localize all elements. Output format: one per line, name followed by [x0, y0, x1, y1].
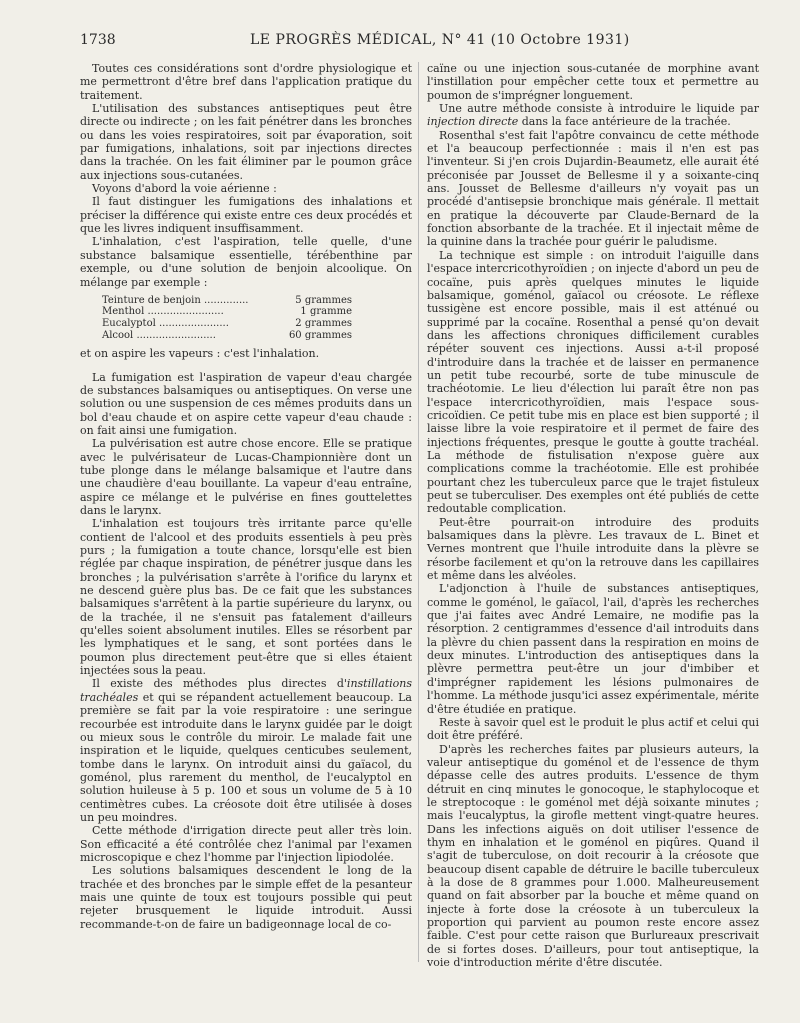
paragraph: Reste à savoir quel est le produit le plus actif et celui qui doit être préféré. — [427, 715, 759, 743]
paragraph: L'utilisation des substances antiseptiques peut être directe ou indirecte ; on les fait pénétrer dans les bronches ou dans les voies respiratoires, soit par évaporation, soit par fumigations, inhalations, soit par injections directes dans la trachée. On les fait éliminer par le poumon grâce aux injections sous-cutanées. — [80, 102, 412, 182]
paragraph: Les solutions balsamiques descendent le long de la trachée et des bronches par le simple effet de la pesanteur mais une quinte de toux est toujours possible qui peut rejeter brusquement le liquide introduit. Aussi recommande-t-on de faire un badigeonnage local de co- — [80, 864, 412, 931]
running-title: LE PROGRÈS MÉDICAL, N° 41 (10 Octobre 1931) — [250, 32, 630, 48]
right-column — [427, 62, 759, 969]
recipe-ingredient: Alcool ......................... — [102, 329, 216, 341]
paragraph — [427, 102, 759, 129]
recipe-row — [102, 295, 352, 307]
recipe-row — [102, 318, 352, 330]
left-column — [80, 62, 412, 931]
page-number: 1738 — [80, 32, 116, 48]
recipe-amount: 60 grammes — [288, 329, 352, 341]
recipe-list — [102, 295, 352, 341]
paragraph: Il faut distinguer les fumigations des inhalations et préciser la différence qui existe entre ces deux procédés et que les livres indiquent insuffisamment. — [80, 195, 412, 236]
paragraph: La pulvérisation est autre chose encore. Elle se pratique avec le pulvérisateur de Lucas-Championnière dont un tube plonge dans le mélange balsamique et l'autre dans une chaudière d'eau bouillante. La vapeur d'eau entraîne, aspire ce mélange et le pulvérise en fines gouttelettes dans le larynx. — [80, 437, 412, 517]
paragraph: Voyons d'abord la voie aérienne : — [92, 182, 277, 196]
paragraph: La fumigation est l'aspiration de vapeur d'eau chargée de substances balsamiques ou antiseptiques. On verse une solution ou une suspension de ces mêmes produits dans un bol d'eau chaude et on aspire cette vapeur d'eau chaude : on fait ainsi une fumigation. — [80, 370, 412, 437]
recipe-ingredient: Eucalyptol ...................... — [102, 318, 229, 330]
emphasis-text: instillations trachéales — [80, 677, 412, 704]
paragraph: L'inhalation est toujours très irritante parce qu'elle contient de l'alcool et des produits essentiels à peu près purs ; la fumigation a toute chance, lorsqu'elle est bien réglée par chaque inspiration, de pénétrer jusque dans les bronches ; la pulvérisation s'arrête à l'orifice du larynx et ne descend guère plus bas. De ce fait que les substances balsamiques s'arrêtent à la partie supérieure du larynx, ou de la trachée, il ne s'ensuit pas fatalement d'ailleurs qu'elles soient absolument inutiles. Elles se résorbent par les lymphatiques et le sang, et sont portées dans le poumon plus directement peut-être que si elles étaient injectées sous la peau. — [80, 517, 412, 678]
paragraph: L'adjonction à l'huile de substances antiseptiques, comme le goménol, le gaïacol, l'ail, d'après les recherches que j'ai faites avec André Lemaire, ne modifie pas la résorption. 2 centigrammes d'essence d'ail introduits dans la plèvre du chien passent dans la respiration en moins de deux minutes. L'introduction des antiseptiques dans la plèvre permettra peut-être un jour d'imbiber et d'imprégner rapidement les lésions pulmonaires de l'homme. La méthode jusqu'ici assez expérimentale, mérite d'être étudiée en pratique. — [427, 582, 759, 716]
recipe-amount: 1 gramme — [300, 306, 352, 318]
paragraph: caïne ou une injection sous-cutanée de morphine avant l'instillation pour empêcher cette toux et permettre au poumon de s'imprégner longuement. — [427, 62, 759, 102]
recipe-amount: 5 grammes — [295, 294, 352, 306]
recipe-ingredient: Teinture de benjoin .............. — [102, 294, 249, 306]
paragraph: L'inhalation, c'est l'aspiration, telle quelle, d'une substance balsamique essentielle, térébenthine par exemple, ou d'une solution de benjoin alcoolique. On mélange par exemple : — [80, 235, 412, 289]
recipe-row — [102, 306, 352, 318]
recipe-amount: 2 grammes — [295, 318, 352, 330]
paragraph: Rosenthal s'est fait l'apôtre convaincu de cette méthode et l'a beaucoup perfectionnée : mais il n'en est pas l'inventeur. Si j'en crois Dujardin-Beaumetz, elle aurait été préconisée par Jousset de Bellesme il y a soixante-cinq ans. Jousset de Bellesme d'ailleurs n'y voyait pas un procédé d'antisepsie bronchique mais générale. Il mettait en pratique la découverte par Claude-Bernard de la fonction absorbante de la trachée. Et il injectait même de la quinine dans la trachée pour guérir le paludisme. — [427, 128, 759, 249]
paragraph: et on aspire les vapeurs : c'est l'inhalation. — [80, 347, 320, 361]
paragraph: Peut-être pourrait-on introduire des produits balsamiques dans la plèvre. Les travaux de L. Binet et Vernes montrent que l'huile introduite dans la plèvre se résorbe facilement et qu'on la retrouve dans les capillaires et même dans les alvéoles. — [427, 515, 759, 583]
paragraph: La technique est simple : on introduit l'aiguille dans l'espace intercricothyroïdien ; on injecte d'abord un peu de cocaïne, puis après quelques minutes le liquide balsamique, goménol, gaïacol ou créosote. Le réflexe tussigène est encore possible, mais il est atténué ou supprimé par la cocaïne. Rosenthal a pensé qu'on devait dans les affections chroniques difficilement curables répéter souvent ces injections. Aussi a-t-il proposé d'introduire dans la trachée et de laisser en permanence un petit tube recourbé, sorte de tube minuscule de trachéotomie. Le lieu d'élection lui paraît être non pas l'espace intercricothyroïdien, mais l'espace sous-cricoïdien. Ce petit tube mis en place est bien supporté ; il laisse libre la voie respiratoire et il permet de faire des injections fréquentes, presque le goutte à goutte trachéal. La méthode de fistulisation n'expose guère aux complications comme la trachéotomie. Elle est prohibée pourtant chez les tuberculeux parce que le trajet fistuleux peut se tuberculiser. Des exemples ont été publiés de cette redoutable complication. — [427, 248, 759, 516]
text-run: Une autre méthode consiste à introduire le liquide par — [439, 102, 759, 116]
recipe-row — [102, 330, 352, 342]
text-run: dans la face antérieure de la trachée. — [518, 115, 731, 129]
paragraph — [80, 677, 412, 824]
paragraph: Toutes ces considérations sont d'ordre physiologique et me permettront d'être bref dans l'application pratique du traitement. — [80, 62, 412, 102]
paragraph: Cette méthode d'irrigation directe peut aller très loin. Son efficacité a été contrôlée chez l'animal par l'examen microscopique e chez l'homme par l'injection lipiodolée. — [80, 824, 412, 864]
text-run: et qui se répandent actuellement beaucoup. La première se fait par la voie respiratoire : une seringue recourbée est introduite dans le larynx guidée par le doigt ou mieux sous le contrôle du miroir. Le malade fait une inspiration et le liquide, quelques centicubes seulement, tombe dans le larynx. On introduit ainsi du gaïacol, du goménol, plus rarement du menthol, de l'eucalyptol en solution huileuse à 5 p. 100 et sous un volume de 5 à 10 centimètres cubes. La créosote doit être utilisée à doses un peu moindres. — [80, 690, 412, 824]
paragraph: D'après les recherches faites par plusieurs auteurs, la valeur antiseptique du goménol et de l'essence de thym dépasse celle des autres produits. L'essence de thym détruit en cinq minutes le gonocoque, le staphylocoque et le streptocoque : le goménol met déjà soixante minutes ; mais l'eucalyptus, la girofle mettent vingt-quatre heures. Dans les infections aiguës on doit utiliser l'essence de thym en inhalation et le goménol en piqûres. Quand il s'agit de tuberculose, on doit recourir à la créosote que beaucoup disent capable de détruire le bacille tuberculeux à la dose de 8 grammes pour 1.000. Malheureusement quand on fait absorber par la bouche et même quand on injecte à forte dose la créosote à un tuberculeux la proportion qui parvient au poumon reste encore assez faible. C'est pour cette raison que Burlureaux prescrivait de si fortes doses. D'ailleurs, pour tout antiseptique, la voie d'introduction mérite d'être discutée. — [427, 742, 759, 970]
recipe-ingredient: Menthol ........................ — [102, 306, 224, 318]
text-run: Il existe des méthodes plus directes d' — [92, 677, 347, 691]
column-divider — [418, 62, 419, 962]
emphasis-text: injection directe — [427, 115, 519, 129]
